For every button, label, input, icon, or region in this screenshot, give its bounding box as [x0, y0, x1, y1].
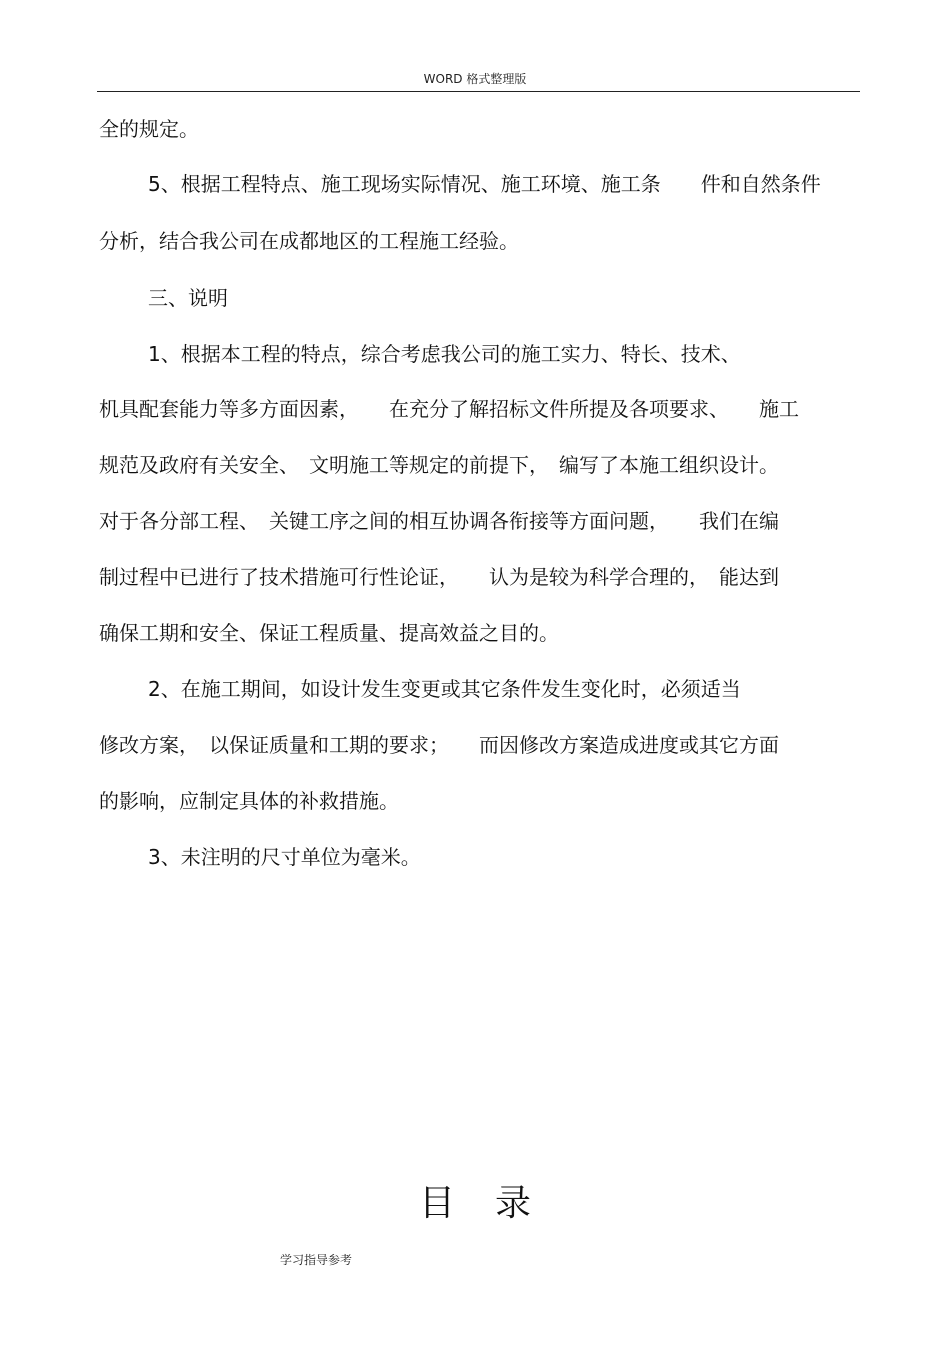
- body-line: 规范及政府有关安全、 文明施工等规定的前提下， 编写了本施工组织设计。: [99, 453, 779, 477]
- body-line: 机具配套能力等多方面因素， 在充分了解招标文件所提及各项要求、 施工: [99, 397, 799, 421]
- body-line: 的影响，应制定具体的补救措施。: [99, 789, 399, 813]
- toc-title: 目录: [418, 1183, 571, 1224]
- page-footer: 学习指导参考: [280, 1253, 353, 1267]
- body-line: 分析，结合我公司在成都地区的工程施工经验。: [99, 229, 519, 253]
- body-line: 确保工期和安全、保证工程质量、提高效益之目的。: [99, 621, 559, 645]
- header-divider: [97, 91, 860, 92]
- page-header: WORD 格式整理版: [423, 72, 527, 86]
- body-line: 2、在施工期间，如设计发生变更或其它条件发生变化时，必须适当: [148, 677, 741, 701]
- body-line: 1、根据本工程的特点，综合考虑我公司的施工实力、特长、技术、: [148, 342, 741, 366]
- body-line: 3、未注明的尺寸单位为毫米。: [148, 845, 421, 869]
- body-line: 制过程中已进行了技术措施可行性论证， 认为是较为科学合理的， 能达到: [99, 565, 779, 589]
- body-line: 对于各分部工程、 关键工序之间的相互协调各衔接等方面问题， 我们在编: [99, 509, 779, 533]
- body-line: 全的规定。: [99, 117, 199, 141]
- body-line: 5、根据工程特点、施工现场实际情况、施工环境、施工条 件和自然条件: [148, 172, 821, 196]
- section-heading: 三、说明: [148, 286, 228, 310]
- body-line: 修改方案， 以保证质量和工期的要求； 而因修改方案造成进度或其它方面: [99, 733, 779, 757]
